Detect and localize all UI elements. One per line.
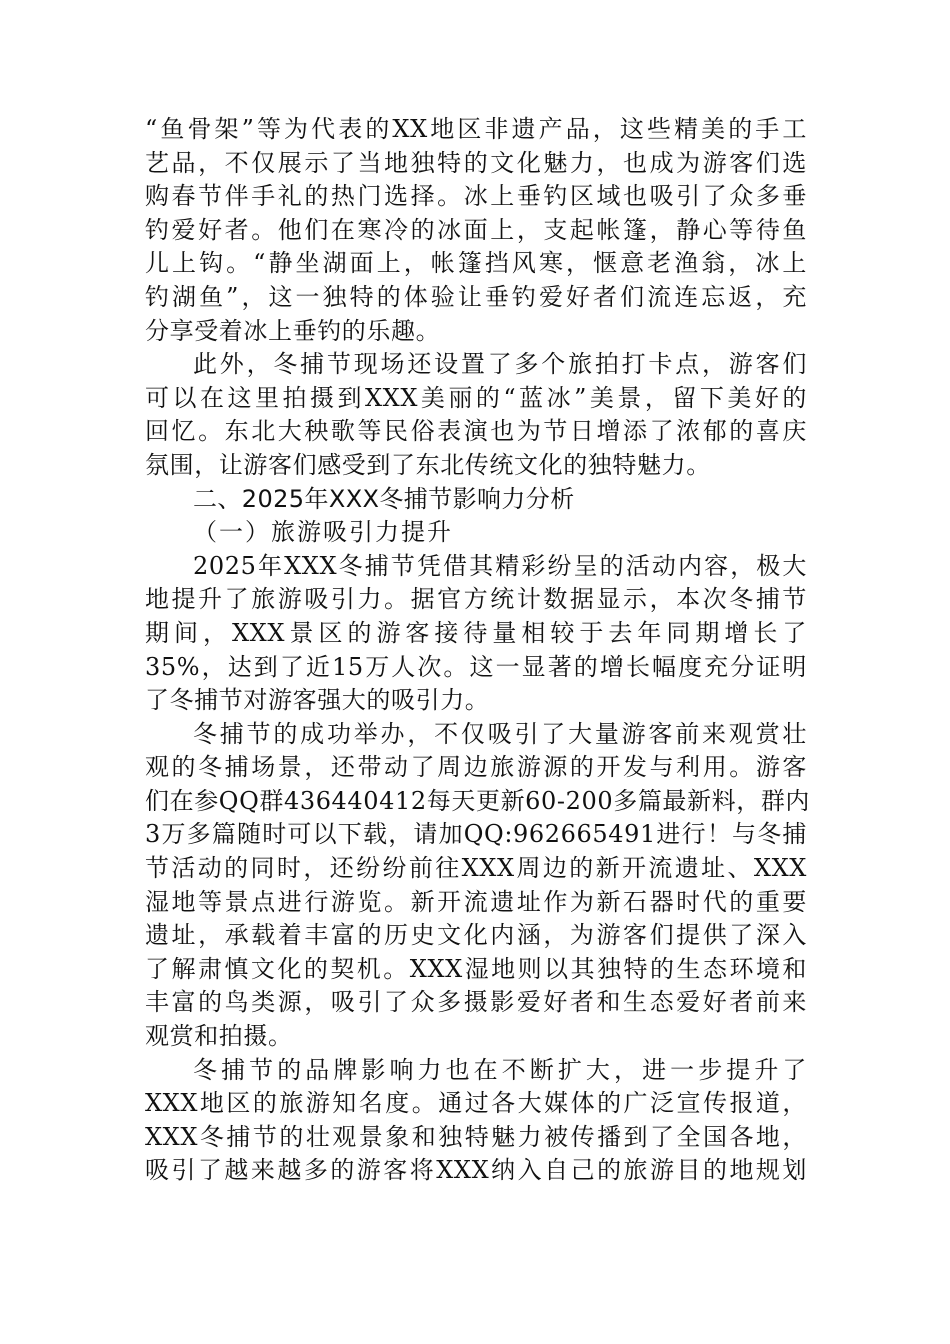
text-line: 此外，冬捕节现场还设置了多个旅拍打卡点，游客们 <box>193 350 807 379</box>
text-line: 吸引了越来越多的游客将XXX纳入自己的旅游目的地规划 <box>145 1156 807 1185</box>
text-line: 了冬捕节对游客强大的吸引力。 <box>145 686 490 715</box>
text-line: 艺品，不仅展示了当地独特的文化魅力，也成为游客们选 <box>145 148 807 177</box>
text-line: 分享受着冰上垂钓的乐趣。 <box>145 316 441 345</box>
text-line: XXX冬捕节的壮观景象和独特魅力被传播到了全国各地， <box>145 1122 807 1151</box>
document-body <box>145 113 811 1188</box>
text-line: 氛围，让游客们感受到了东北传统文化的独特魅力。 <box>145 450 711 479</box>
text-line: 们在参QQ群436440412每天更新60-200多篇最新料，群内 <box>145 786 811 815</box>
text-line: 遗址，承载着丰富的历史文化内涵，为游客们提供了深入 <box>145 921 807 950</box>
text-line: 节活动的同时，还纷纷前往XXX周边的新开流遗址、XXX <box>145 854 807 883</box>
text-line: XXX地区的旅游知名度。通过各大媒体的广泛宣传报道， <box>145 1089 807 1118</box>
text-line: 2025年XXX冬捕节凭借其精彩纷呈的活动内容，极大 <box>193 551 807 580</box>
text-line: 观赏和拍摄。 <box>145 1022 293 1051</box>
section-heading: 二、2025年XXX冬捕节影响力分析 <box>193 484 575 513</box>
text-line: 35%，达到了近15万人次。这一显著的增长幅度充分证明 <box>145 652 807 681</box>
text-line: 可以在这里拍摄到XXX美丽的“蓝冰”美景，留下美好的 <box>145 383 807 412</box>
subsection-heading: （一）旅游吸引力提升 <box>193 518 453 547</box>
text-line: 期间，XXX景区的游客接待量相较于去年同期增长了 <box>145 618 807 647</box>
text-line: 了解肃慎文化的契机。XXX湿地则以其独特的生态环境和 <box>145 954 807 983</box>
text-line: 地提升了旅游吸引力。据官方统计数据显示，本次冬捕节 <box>145 585 807 614</box>
text-line: 购春节伴手礼的热门选择。冰上垂钓区域也吸引了众多垂 <box>145 182 807 211</box>
text-line: 观的冬捕场景，还带动了周边旅游源的开发与利用。游客 <box>145 753 807 782</box>
text-line: “鱼骨架”等为代表的XX地区非遗产品，这些精美的手工 <box>145 115 807 143</box>
text-line: 冬捕节的成功举办，不仅吸引了大量游客前来观赏壮 <box>193 719 807 748</box>
text-line: 钓湖鱼”，这一独特的体验让垂钓爱好者们流连忘返，充 <box>145 282 807 311</box>
text-line: 儿上钩。“静坐湖面上，帐篷挡风寒，惬意老渔翁，冰上 <box>145 249 807 278</box>
text-line: 丰富的鸟类源，吸引了众多摄影爱好者和生态爱好者前来 <box>145 988 807 1017</box>
text-line: 3万多篇随时可以下载，请加QQ:962665491进行！与冬捕 <box>145 820 807 849</box>
text-line: 冬捕节的品牌影响力也在不断扩大，进一步提升了 <box>193 1055 807 1084</box>
text-line: 回忆。东北大秧歌等民俗表演也为节日增添了浓郁的喜庆 <box>145 417 807 446</box>
text-line: 钓爱好者。他们在寒冷的冰面上，支起帐篷，静心等待鱼 <box>145 215 807 244</box>
text-line: 湿地等景点进行游览。新开流遗址作为新石器时代的重要 <box>145 887 807 916</box>
